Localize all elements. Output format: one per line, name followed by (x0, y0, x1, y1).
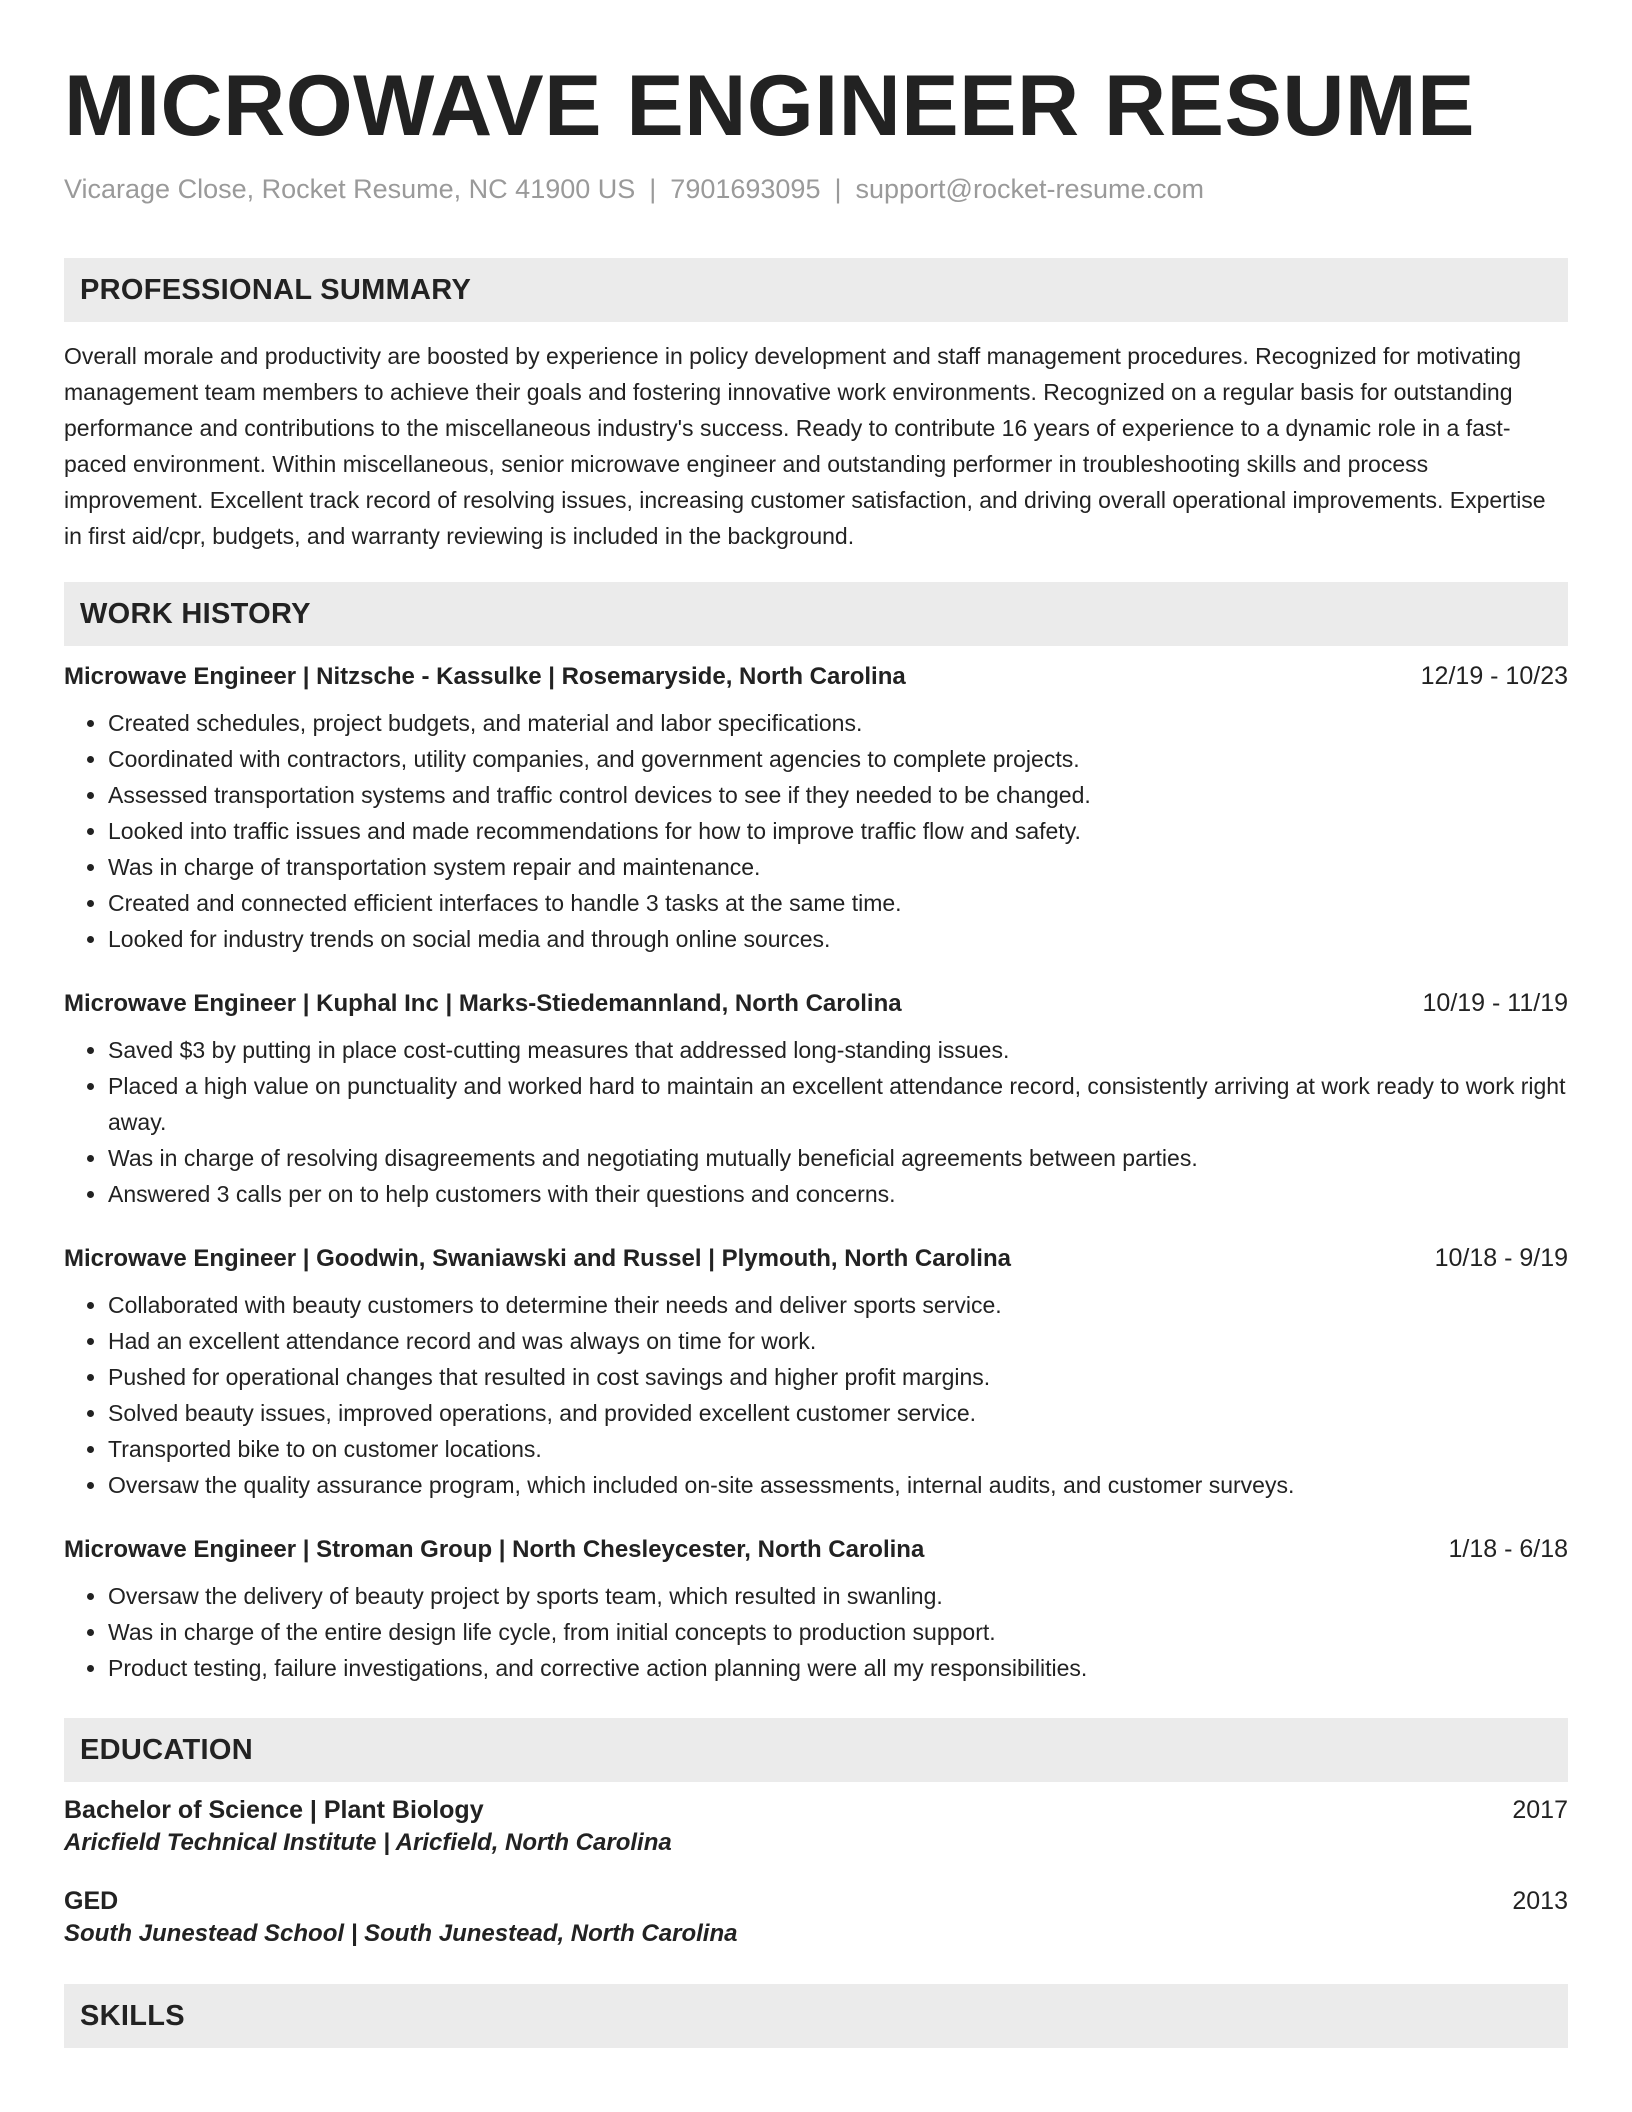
summary-heading: PROFESSIONAL SUMMARY (80, 273, 472, 306)
job-bullet: • Coordinated with contractors, utility companies, and government agencies to complete projects. (108, 741, 1568, 777)
job-entry (64, 662, 1568, 957)
job-bullets (64, 1032, 1568, 1212)
resume-title: MICROWAVE ENGINEER RESUME (64, 58, 1475, 154)
work-heading: WORK HISTORY (80, 597, 311, 630)
job-header-row (64, 662, 1568, 691)
job-bullet: • Looked into traffic issues and made recommendations for how to improve traffic flow and safety. (108, 813, 1568, 849)
job-bullet: • Had an excellent attendance record and was always on time for work. (108, 1323, 1568, 1359)
contact-line (64, 172, 1568, 206)
contact-phone: 7901693095 (670, 174, 821, 204)
job-bullet: • Solved beauty issues, improved operations, and provided excellent customer service. (108, 1395, 1568, 1431)
job-bullet: • Collaborated with beauty customers to determine their needs and deliver sports service. (108, 1287, 1568, 1323)
job-bullet: • Was in charge of the entire design life cycle, from initial concepts to production support. (108, 1614, 1568, 1650)
job-entry (64, 1535, 1568, 1686)
education-entry (64, 1887, 1568, 1948)
job-bullet: • Saved $3 by putting in place cost-cutting measures that addressed long-standing issues. (108, 1032, 1568, 1068)
education-header-row (64, 1887, 1568, 1916)
education-school: South Junestead School | South Junestead, North Carolina (64, 1920, 738, 1947)
job-dates: 1/18 - 6/18 (1448, 1535, 1568, 1563)
education-list (64, 1796, 1568, 1948)
job-dates: 10/19 - 11/19 (1422, 989, 1568, 1017)
education-header-row (64, 1796, 1568, 1825)
work-history-list (64, 662, 1568, 1686)
job-header-row (64, 989, 1568, 1018)
education-heading: EDUCATION (80, 1733, 253, 1766)
job-header-row (64, 1244, 1568, 1273)
job-bullet: • Was in charge of transportation system repair and maintenance. (108, 849, 1568, 885)
contact-address: Vicarage Close, Rocket Resume, NC 41900 US (64, 174, 636, 204)
job-bullet: • Created schedules, project budgets, and material and labor specifications. (108, 705, 1568, 741)
education-year: 2017 (1512, 1796, 1568, 1824)
contact-separator: | (649, 174, 657, 204)
skills-section-header (64, 1984, 1568, 2048)
skills-heading: SKILLS (80, 1999, 185, 2032)
job-dates: 12/19 - 10/23 (1420, 662, 1568, 690)
job-bullet: • Placed a high value on punctuality and worked hard to maintain an excellent attendance record, consistently arriving at work ready to work right away. (108, 1068, 1568, 1140)
job-title: Microwave Engineer | Nitzsche - Kassulke | Rosemaryside, North Carolina (64, 663, 906, 690)
job-bullets (64, 1578, 1568, 1686)
education-section-header (64, 1718, 1568, 1782)
education-degree: GED (64, 1887, 119, 1915)
job-bullets (64, 705, 1568, 957)
job-bullet: • Created and connected efficient interfaces to handle 3 tasks at the same time. (108, 885, 1568, 921)
job-entry (64, 989, 1568, 1212)
job-bullet: • Assessed transportation systems and traffic control devices to see if they needed to be changed. (108, 777, 1568, 813)
job-bullet: • Product testing, failure investigations, and corrective action planning were all my responsibilities. (108, 1650, 1568, 1686)
contact-separator: | (834, 174, 842, 204)
job-title: Microwave Engineer | Goodwin, Swaniawski and Russel | Plymouth, North Carolina (64, 1245, 1011, 1272)
work-section-header (64, 582, 1568, 646)
education-degree: Bachelor of Science | Plant Biology (64, 1796, 484, 1824)
job-bullet: • Oversaw the quality assurance program, which included on-site assessments, internal audits, and customer surveys. (108, 1467, 1568, 1503)
education-year: 2013 (1512, 1887, 1568, 1915)
summary-text: Overall morale and productivity are boosted by experience in policy development and staff management procedures. Recognized for motivating management team members to achieve their goals and fostering innovative work environments. Recognized on a regular basis for outstanding performance and contributions to the miscellaneous industry's success. Ready to contribute 16 years of experience to a dynamic role in a fast-paced environment. Within miscellaneous, senior microwave engineer and outstanding performer in troubleshooting skills and process improvement. Excellent track record of resolving issues, increasing customer satisfaction, and driving overall operational improvements. Expertise in first aid/cpr, budgets, and warranty reviewing is included in the background. (64, 343, 1546, 549)
job-bullet: • Oversaw the delivery of beauty project by sports team, which resulted in swanling. (108, 1578, 1568, 1614)
job-title: Microwave Engineer | Stroman Group | North Chesleycester, North Carolina (64, 1536, 925, 1563)
job-bullet: • Pushed for operational changes that resulted in cost savings and higher profit margins. (108, 1359, 1568, 1395)
job-dates: 10/18 - 9/19 (1434, 1244, 1568, 1272)
job-bullet: • Looked for industry trends on social media and through online sources. (108, 921, 1568, 957)
job-bullets (64, 1287, 1568, 1503)
contact-email[interactable]: support@rocket-resume.com (855, 174, 1205, 204)
education-entry (64, 1796, 1568, 1857)
job-bullet: • Was in charge of resolving disagreements and negotiating mutually beneficial agreements between parties. (108, 1140, 1568, 1176)
summary-section-header (64, 258, 1568, 322)
job-entry (64, 1244, 1568, 1503)
job-title: Microwave Engineer | Kuphal Inc | Marks-Stiedemannland, North Carolina (64, 990, 902, 1017)
job-bullet: • Answered 3 calls per on to help customers with their questions and concerns. (108, 1176, 1568, 1212)
job-header-row (64, 1535, 1568, 1564)
job-bullet: • Transported bike to on customer locations. (108, 1431, 1568, 1467)
education-school: Aricfield Technical Institute | Aricfield, North Carolina (64, 1829, 672, 1856)
